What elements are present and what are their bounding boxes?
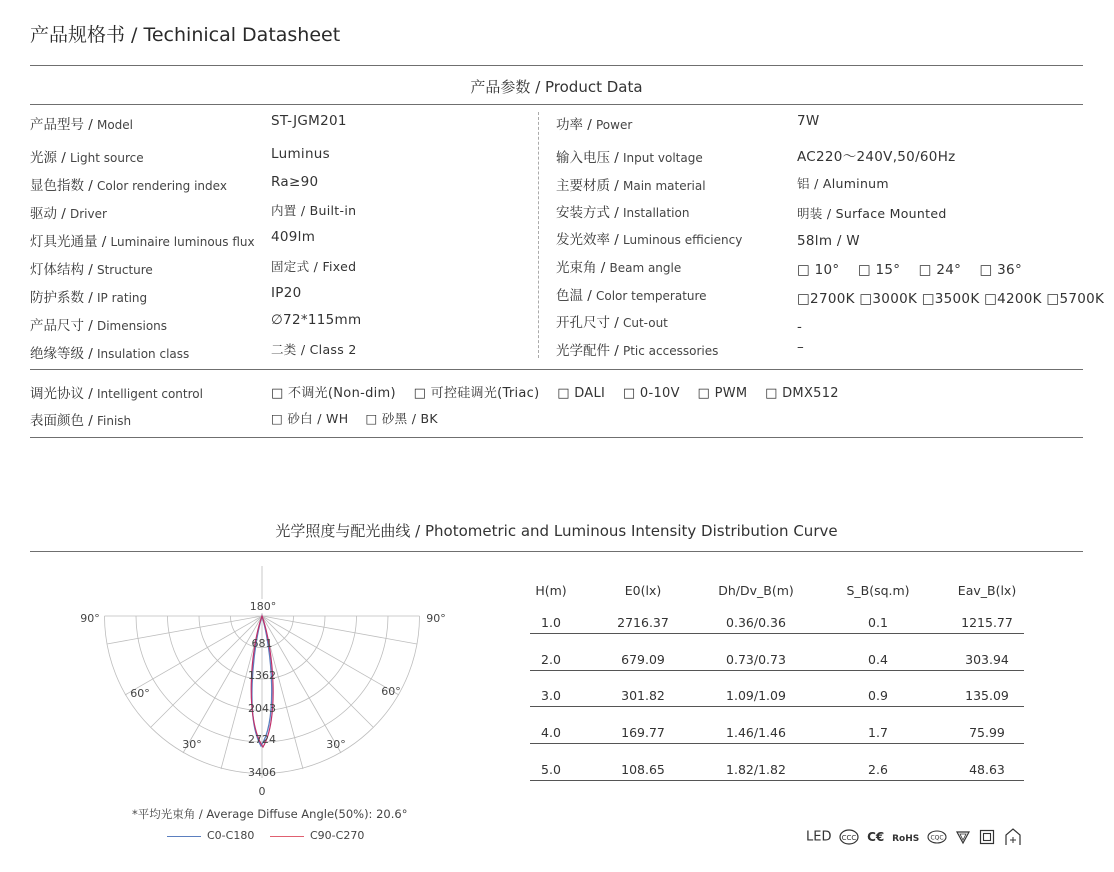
spec-value-model: ST-JGM201 [271,113,347,129]
spec-label-structure: 灯体结构 / Structure [30,262,153,278]
spec-label-beam-angle: 光束角 / Beam angle [556,260,682,276]
spec-value-accessories: – [797,339,805,355]
spec-value-cri: Ra≥90 [271,174,319,190]
spec-value-color-temp: □2700K □3000K □3500K □4200K □5700K [797,291,1105,307]
divider [30,437,1083,438]
spec-label-light-source: 光源 / Light source [30,150,144,166]
angle-label-90-left: 90° [80,612,100,625]
spec-label-accessories: 光学配件 / Ptic accessories [556,343,719,359]
spec-label-material: 主要材质 / Main material [556,178,706,194]
spec-value-voltage: AC220～240V,50/60Hz [797,149,956,165]
spec-value-material: 铝 / Aluminum [797,176,889,191]
divider [30,369,1083,370]
cqc-icon [927,829,947,845]
spec-label-flux: 灯具光通量 / Luminaire luminous flux [30,234,255,250]
spec-label-control: 调光协议 / Intelligent control [30,386,203,402]
spec-label-dimensions: 产品尺寸 / Dimensions [30,318,168,334]
spec-label-ip: 防护系数 / IP rating [30,290,148,306]
led-mark: LED [806,829,832,845]
beam-angle-footnote: *平均光束角 / Average Diffuse Angle(50%): 20.6° [132,807,408,821]
class-ii-icon [979,829,995,845]
spec-value-finish: □ 砂白 / WH □ 砂黑 / BK [271,411,438,426]
angle-label-30-right: 30° [326,738,346,751]
spec-value-control: □ 不调光(Non-dim) □ 可控硅调光(Triac) □ DALI □ 0-10V □ PWM □ DMX512 [271,386,839,401]
spec-value-driver: 内置 / Built-in [271,203,357,218]
spec-value-beam-angle: □ 10° □ 15° □ 24° □ 36° [797,262,1022,278]
table-row: 2.0 679.09 0.73/0.73 0.4 303.94 [530,646,1024,671]
spec-label-cutout: 开孔尺寸 / Cut-out [556,315,668,331]
spec-value-power: 7W [797,113,820,129]
spec-label-driver: 驱动 / Driver [30,206,107,222]
spec-label-power: 功率 / Power [556,117,633,133]
certification-marks [806,828,1023,846]
spec-value-cutout: - [797,319,803,335]
divider [30,65,1083,66]
rohs-mark: RoHS [892,833,920,844]
spec-label-cri: 显色指数 / Color rendering index [30,178,227,194]
angle-label-90-right: 90° [426,612,446,625]
ccc-icon [839,829,859,845]
table-row: 4.0 169.77 1.46/1.46 1.7 75.99 [530,719,1024,744]
spec-label-insulation: 绝缘等级 / Insulation class [30,346,190,362]
ce-mark: C€ [867,829,885,844]
svg-text:CCC: CCC [841,834,857,842]
page-title: 产品规格书 / Techinical Datasheet [30,24,341,46]
spec-value-dimensions: ∅72*115mm [271,312,362,328]
spec-label-model: 产品型号 / Model [30,117,134,133]
spec-label-efficiency: 发光效率 / Luminous efficiency [556,232,743,248]
legend-swatch [167,836,201,837]
divider [30,551,1083,552]
spec-value-structure: 固定式 / Fixed [271,259,357,274]
photometric-heading: 光学照度与配光曲线 / Photometric and Luminous Intensity Distribution Curve [275,522,838,540]
angle-label-180: 180° [249,600,277,613]
spec-value-light-source: Luminus [271,146,330,162]
product-data-heading: 产品参数 / Product Data [470,78,643,96]
angle-label-60-right: 60° [381,685,401,698]
ring-label: 3406 [248,766,276,779]
spec-label-voltage: 输入电压 / Input voltage [556,150,703,166]
spec-label-finish: 表面颜色 / Finish [30,413,132,429]
legend-c0-c180: C0-C180 [167,829,254,842]
legend-swatch [270,836,304,837]
ring-label: 2043 [248,702,276,715]
spec-label-installation: 安装方式 / Installation [556,205,690,221]
polar-distribution-diagram [70,560,470,800]
column-separator [538,112,539,358]
table-row: 5.0 108.65 1.82/1.82 2.6 48.63 [530,756,1024,781]
spec-value-ip: IP20 [271,285,302,301]
table-row: 1.0 2716.37 0.36/0.36 0.1 1215.77 [530,609,1024,634]
svg-text:CQC: CQC [930,834,944,842]
legend-c90-c270: C90-C270 [270,829,364,842]
triangle-mark-icon [955,829,971,845]
angle-label-30-left: 30° [182,738,202,751]
ring-label: 2724 [248,733,276,746]
spec-value-installation: 明装 / Surface Mounted [797,206,947,221]
angle-label-0: 0 [258,785,266,798]
spec-value-efficiency: 58lm / W [797,233,860,249]
spec-value-insulation: 二类 / Class 2 [271,342,357,357]
divider [30,104,1083,105]
angle-label-60-left: 60° [130,687,150,700]
ring-label: 681 [251,637,273,650]
spec-label-color-temp: 色温 / Color temperature [556,288,707,304]
spec-value-flux: 409lm [271,229,316,245]
ring-label: 1362 [248,669,276,682]
surface-mount-icon [1003,828,1023,846]
table-row: 3.0 301.82 1.09/1.09 0.9 135.09 [530,682,1024,707]
